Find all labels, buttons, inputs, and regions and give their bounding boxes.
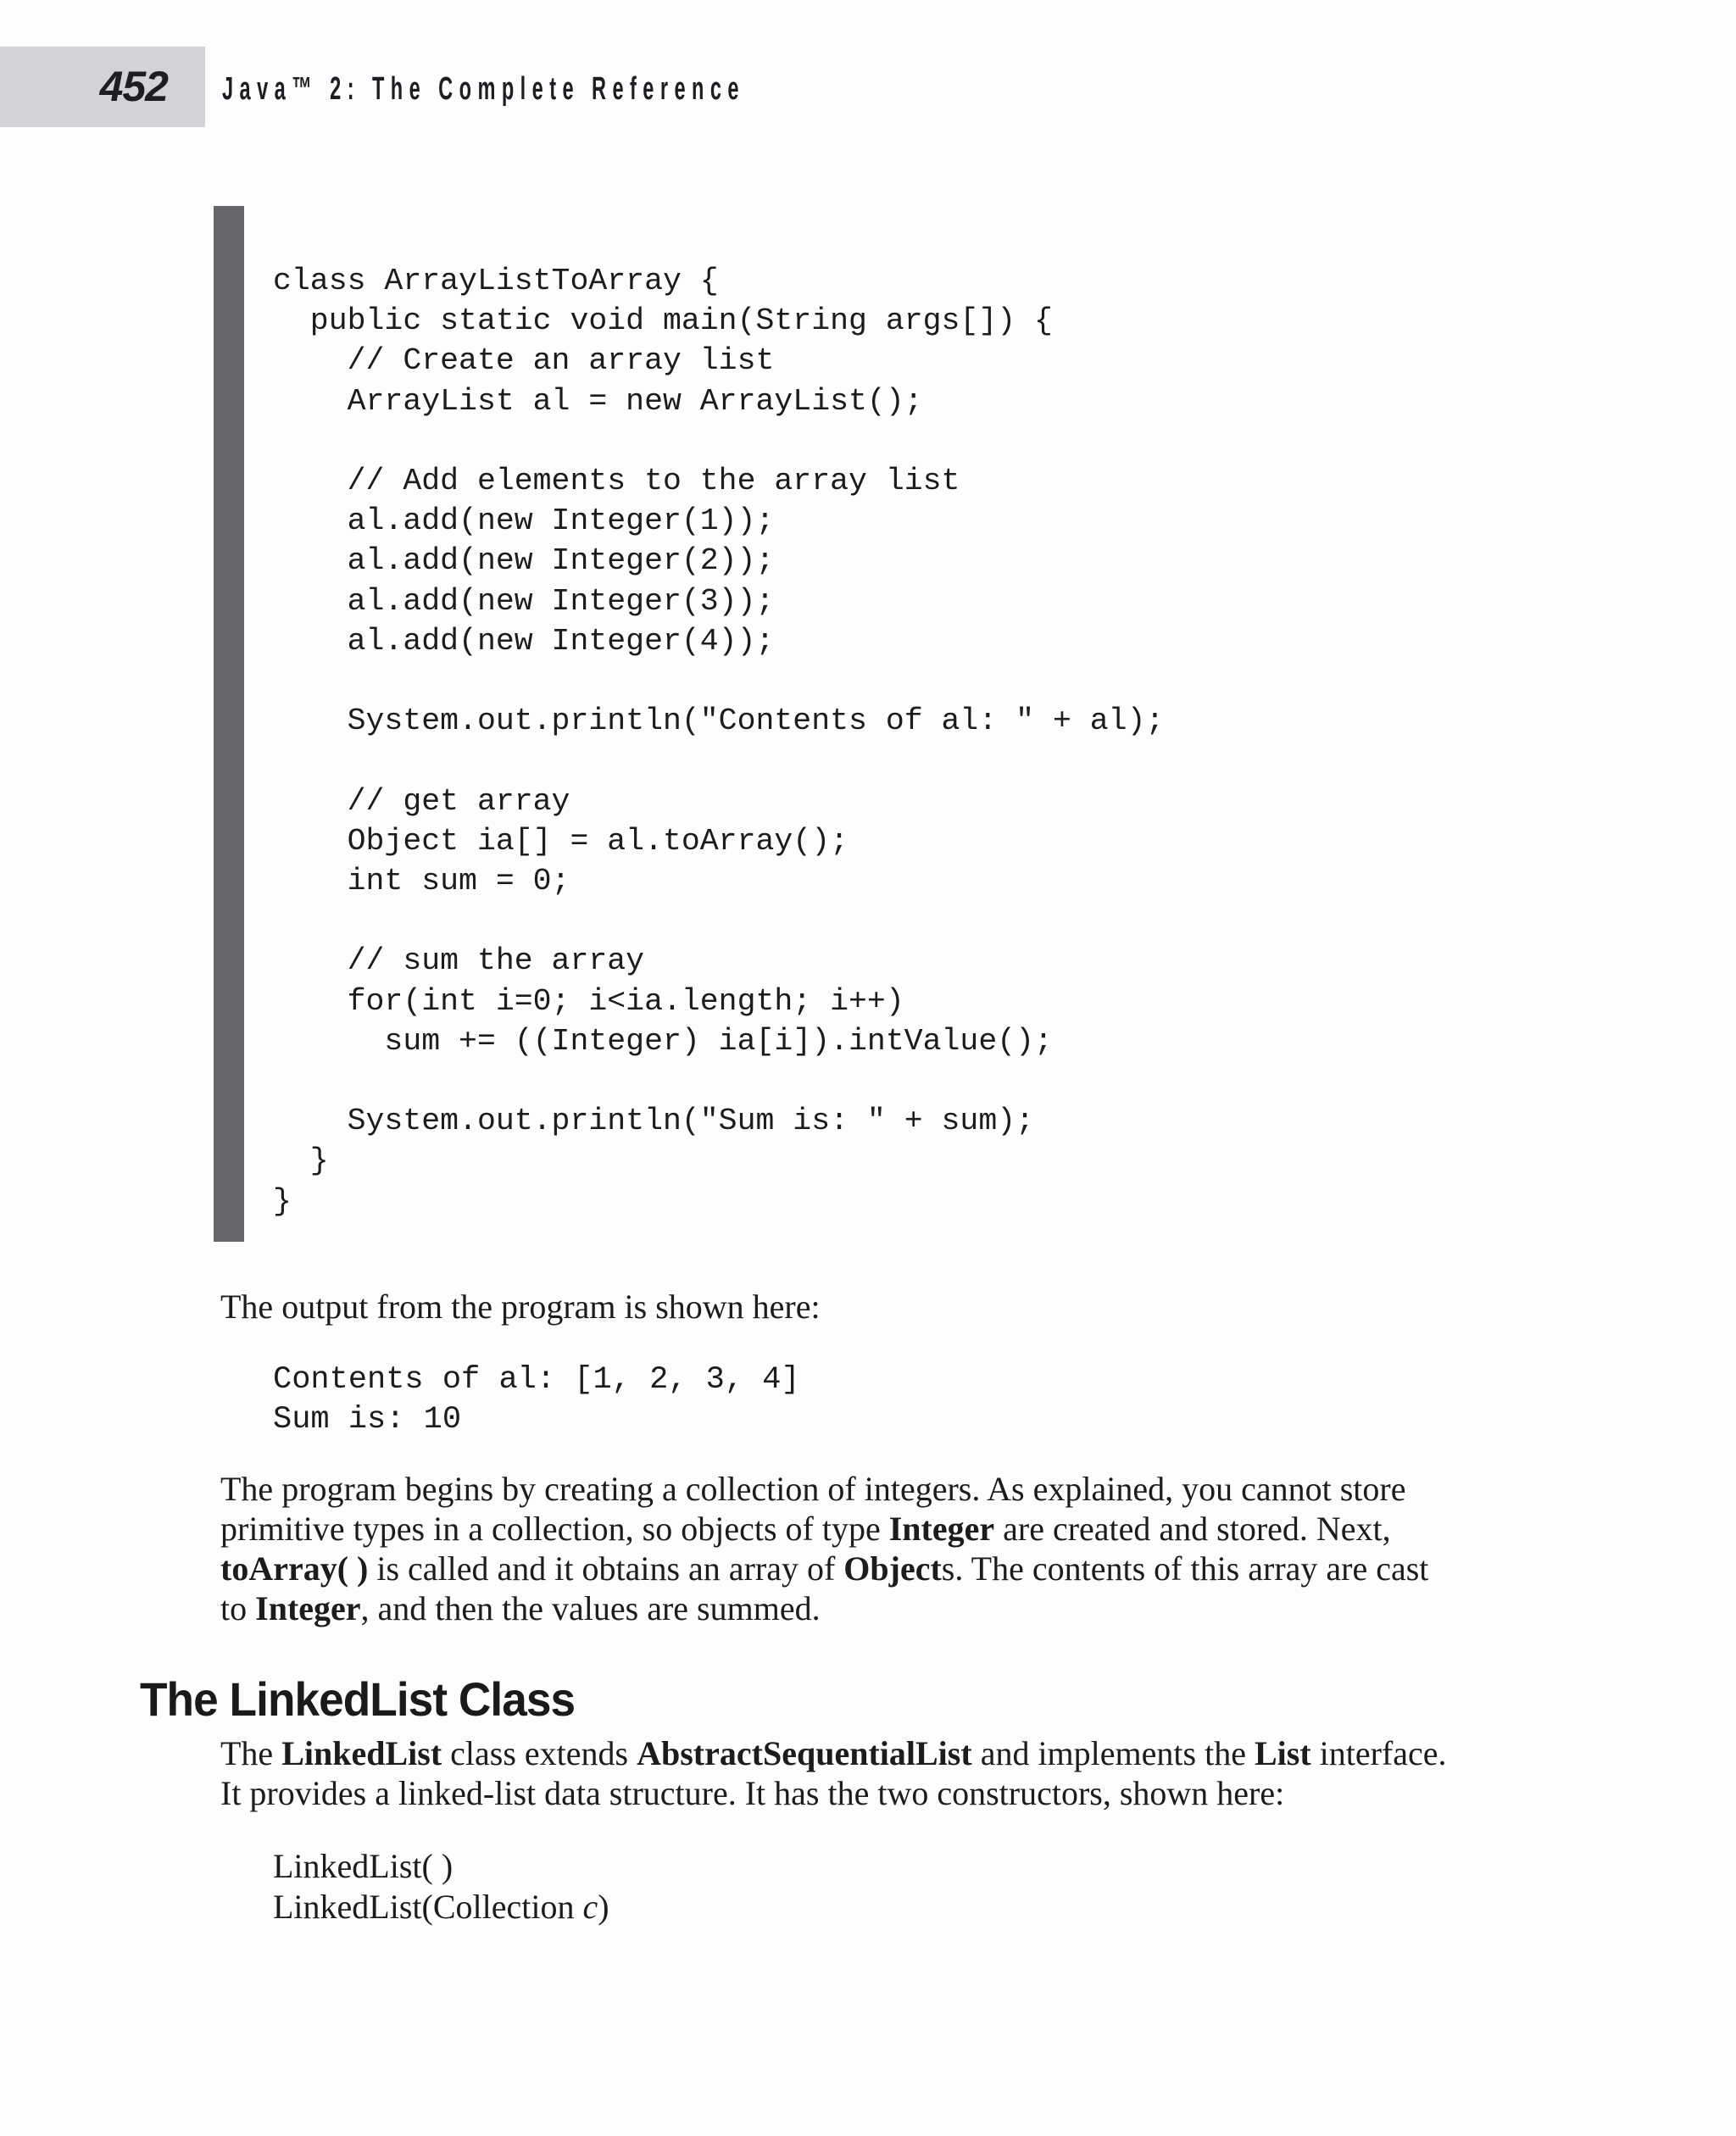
code-line: // sum the array bbox=[273, 943, 645, 979]
class-name-integer: Integer bbox=[255, 1589, 361, 1627]
code-line: al.add(new Integer(1)); bbox=[273, 503, 775, 539]
text-run: are created and stored. Next, bbox=[994, 1510, 1391, 1548]
constructor-signature bbox=[273, 1887, 609, 1927]
text-run: It provides a linked-list data structure. It has the two constructors, shown here: bbox=[220, 1774, 1285, 1812]
explanation-paragraph bbox=[220, 1469, 1428, 1628]
code-line: System.out.println("Contents of al: " + al); bbox=[273, 704, 1165, 739]
code-line: al.add(new Integer(2)); bbox=[273, 543, 775, 579]
text-run: to bbox=[220, 1589, 256, 1627]
paragraph-line bbox=[220, 1773, 1447, 1813]
text-run: class extends bbox=[442, 1734, 637, 1772]
text-run: is called and it obtains an array of bbox=[368, 1549, 844, 1588]
code-line: ArrayList al = new ArrayList(); bbox=[273, 383, 923, 419]
paragraph-line bbox=[220, 1733, 1447, 1773]
class-name-abstractsequentiallist: AbstractSequentialList bbox=[637, 1734, 972, 1772]
code-line: for(int i=0; i<ia.length; i++) bbox=[273, 983, 904, 1019]
code-line: sum += ((Integer) ia[i]).intValue(); bbox=[273, 1023, 1053, 1059]
section-paragraph bbox=[220, 1733, 1447, 1813]
text-run: LinkedList(Collection bbox=[273, 1888, 583, 1926]
method-name-toarray: toArray( ) bbox=[220, 1549, 369, 1588]
running-head: Java™ 2: The Complete Reference bbox=[222, 71, 745, 107]
paragraph-line bbox=[220, 1549, 1428, 1588]
page-number-tab bbox=[0, 47, 205, 127]
text-run: interface. bbox=[1310, 1734, 1447, 1772]
output-line: Sum is: 10 bbox=[273, 1402, 462, 1438]
code-listing bbox=[273, 261, 1164, 1221]
program-output bbox=[273, 1360, 800, 1440]
code-line: al.add(new Integer(3)); bbox=[273, 583, 775, 619]
parameter-name: c bbox=[582, 1888, 598, 1926]
class-name-object: Object bbox=[843, 1549, 942, 1588]
code-line: // Create an array list bbox=[273, 343, 775, 379]
code-line: // get array bbox=[273, 783, 570, 819]
code-line: // Add elements to the array list bbox=[273, 464, 960, 499]
interface-name-list: List bbox=[1254, 1734, 1311, 1772]
code-listing-bar bbox=[214, 206, 244, 1242]
output-intro: The output from the program is shown here: bbox=[220, 1288, 821, 1326]
text-run: The program begins by creating a collection of integers. As explained, you cannot store bbox=[220, 1470, 1406, 1508]
paragraph-line bbox=[220, 1509, 1428, 1549]
output-line: Contents of al: [1, 2, 3, 4] bbox=[273, 1362, 800, 1398]
class-name-integer: Integer bbox=[888, 1510, 995, 1548]
code-line: Object ia[] = al.toArray(); bbox=[273, 823, 849, 859]
code-line: int sum = 0; bbox=[273, 864, 570, 899]
constructor-signature: LinkedList( ) bbox=[273, 1847, 453, 1885]
paragraph-line bbox=[220, 1469, 1428, 1509]
text-run: The bbox=[220, 1734, 282, 1772]
text-run: s. The contents of this array are cast bbox=[941, 1549, 1429, 1588]
code-line: System.out.println("Sum is: " + sum); bbox=[273, 1104, 1035, 1139]
code-line: public static void main(String args[]) { bbox=[273, 303, 1053, 339]
section-heading: The LinkedList Class bbox=[140, 1672, 576, 1726]
code-line: class ArrayListToArray { bbox=[273, 264, 719, 298]
code-line: } bbox=[273, 1183, 292, 1219]
code-line: } bbox=[273, 1143, 329, 1179]
code-line: al.add(new Integer(4)); bbox=[273, 623, 775, 659]
paragraph-line bbox=[220, 1588, 1428, 1628]
page-number: 452 bbox=[99, 63, 168, 110]
constructor-list bbox=[273, 1846, 609, 1927]
text-run: primitive types in a collection, so objects of type bbox=[220, 1510, 889, 1548]
text-run: ) bbox=[598, 1888, 609, 1926]
text-run: and implements the bbox=[971, 1734, 1255, 1772]
class-name-linkedlist: LinkedList bbox=[281, 1734, 442, 1772]
text-run: , and then the values are summed. bbox=[360, 1589, 821, 1627]
